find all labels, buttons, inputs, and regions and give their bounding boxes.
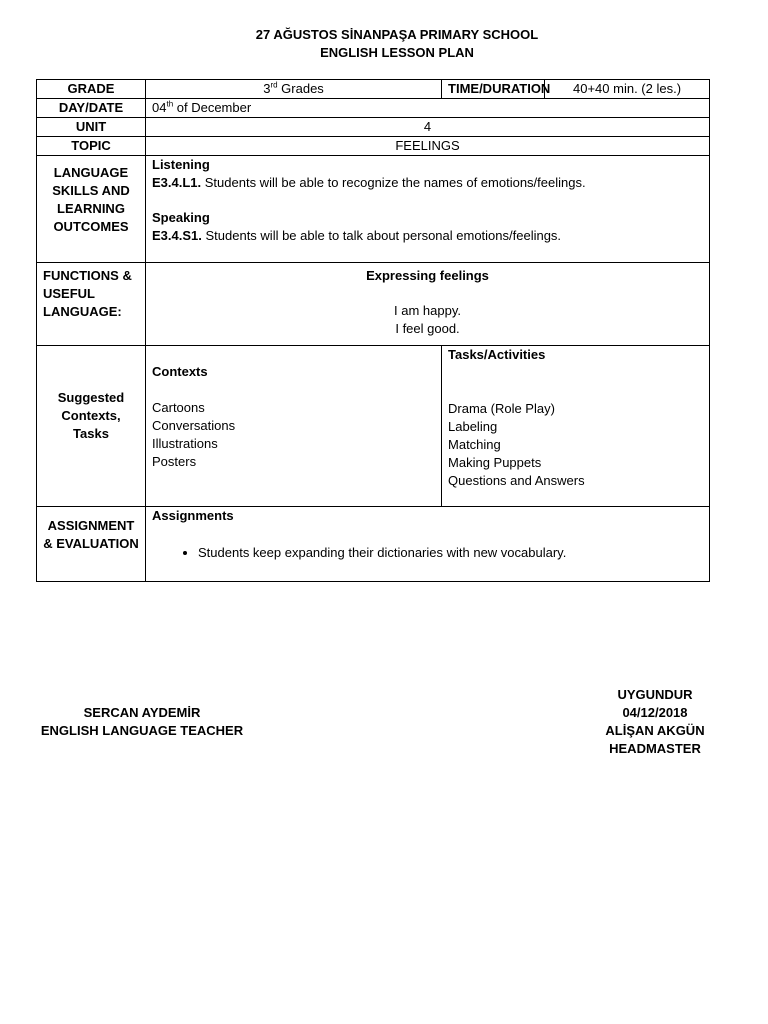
topic-value: FEELINGS bbox=[146, 137, 710, 156]
task-item: Matching bbox=[448, 437, 501, 452]
skills-row bbox=[37, 156, 710, 263]
headmaster-name: ALİŞAN AKGÜN bbox=[605, 723, 705, 738]
language-skills-label: LANGUAGE SKILLS AND LEARNING OUTCOMES bbox=[37, 156, 146, 263]
assignments-cell bbox=[146, 507, 710, 582]
topic-label: TOPIC bbox=[37, 137, 146, 156]
functions-line: I am happy. bbox=[394, 303, 461, 318]
lesson-plan-table bbox=[36, 79, 710, 582]
listening-heading: Listening bbox=[152, 157, 210, 172]
assignments-list bbox=[152, 544, 703, 562]
assignment-item: • Students keep expanding their dictionaries with new vocabulary. bbox=[198, 544, 703, 562]
learning-outcomes-cell bbox=[146, 156, 710, 263]
teacher-name: SERCAN AYDEMİR bbox=[83, 705, 201, 720]
contexts-row bbox=[37, 346, 710, 507]
functions-row bbox=[37, 263, 710, 346]
listening-outcome: E3.4.L1. Students will be able to recognize the names of emotions/feelings. bbox=[152, 175, 586, 190]
day-date-label: DAY/DATE bbox=[37, 99, 146, 118]
context-item: Illustrations bbox=[152, 436, 218, 451]
contexts-cell bbox=[146, 346, 442, 507]
task-item: Drama (Role Play) bbox=[448, 401, 555, 416]
task-item: Labeling bbox=[448, 419, 498, 434]
time-duration-value: 40+40 min. (2 les.) bbox=[545, 80, 710, 99]
headmaster-title: HEADMASTER bbox=[609, 741, 701, 756]
teacher-signature bbox=[36, 704, 248, 740]
unit-label: UNIT bbox=[37, 118, 146, 137]
grade-row bbox=[37, 80, 710, 99]
speaking-heading: Speaking bbox=[152, 210, 210, 225]
date-row bbox=[37, 99, 710, 118]
functions-line: I feel good. bbox=[395, 321, 460, 336]
tasks-heading: Tasks/Activities bbox=[448, 347, 546, 362]
approval-date: 04/12/2018 bbox=[622, 705, 688, 720]
headmaster-signature bbox=[590, 686, 720, 758]
unit-row bbox=[37, 118, 710, 137]
assignment-row bbox=[37, 507, 710, 582]
unit-value: 4 bbox=[146, 118, 710, 137]
day-date-value: 04th of December bbox=[146, 99, 710, 118]
functions-heading: Expressing feelings bbox=[366, 268, 489, 283]
time-duration-label: TIME/DURATION bbox=[442, 80, 545, 99]
context-item: Conversations bbox=[152, 418, 236, 433]
context-item: Posters bbox=[152, 454, 197, 469]
speaking-outcome: E3.4.S1. Students will be able to talk about personal emotions/feelings. bbox=[152, 228, 562, 243]
approval-text: UYGUNDUR bbox=[617, 687, 693, 702]
document-title: ENGLISH LESSON PLAN bbox=[320, 45, 474, 60]
school-name: 27 AĞUSTOS SİNANPAŞA PRIMARY SCHOOL bbox=[255, 27, 539, 42]
contexts-heading: Contexts bbox=[152, 364, 208, 379]
grade-label: GRADE bbox=[37, 80, 146, 99]
functions-cell bbox=[146, 263, 710, 346]
assignment-evaluation-label: ASSIGNMENT & EVALUATION bbox=[37, 507, 146, 582]
task-item: Making Puppets bbox=[448, 455, 542, 470]
context-item: Cartoons bbox=[152, 400, 205, 415]
teacher-title: ENGLISH LANGUAGE TEACHER bbox=[40, 723, 244, 738]
suggested-contexts-label: Suggested Contexts, Tasks bbox=[37, 346, 146, 507]
task-item: Questions and Answers bbox=[448, 473, 585, 488]
assignments-heading: Assignments bbox=[152, 508, 234, 523]
tasks-cell bbox=[442, 346, 710, 507]
functions-label: FUNCTIONS & USEFUL LANGUAGE: bbox=[37, 263, 146, 346]
topic-row bbox=[37, 137, 710, 156]
grade-value: 3rd Grades bbox=[146, 80, 442, 99]
